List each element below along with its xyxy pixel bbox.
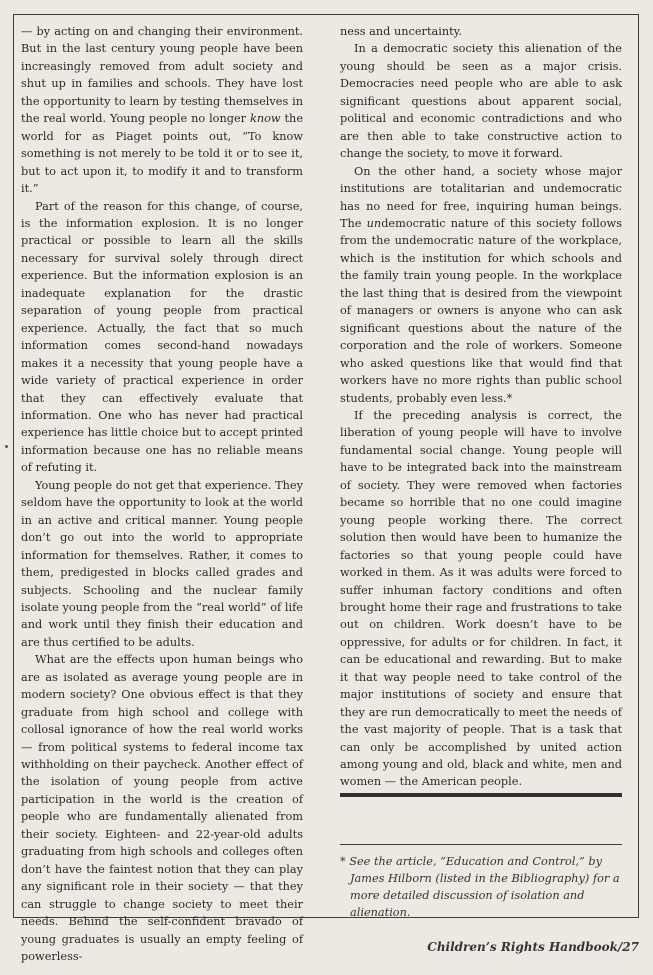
paragraph — [340, 23, 622, 40]
footnote — [340, 853, 622, 921]
paragraph-text: In a democratic society this alienation of the young should be seen as a major crisis. Democracies need people who are able to ask significant questions about apparent social, political and economic contradictions and who are then able to take constructive action to change the society, to move it forward. — [340, 42, 622, 161]
paragraph — [21, 477, 303, 652]
margin-speck — [5, 445, 8, 448]
page-footer: Children’s Rights Handbook/27 — [427, 940, 639, 954]
paragraph-text: — by acting on and changing their environment. But in the last century young people have been increasingly removed from adult society and shut up in families and schools. They have lost the opportunity to learn by testing themselves in the real world. Young people no longer — [21, 25, 303, 126]
section-end-rule — [340, 793, 622, 797]
emphasis-text: know — [250, 112, 281, 126]
paragraph-text: ness and uncertainty. — [340, 25, 463, 38]
paragraph — [21, 198, 303, 477]
paragraph-text: What are the effects upon human beings who are as isolated as average young people are in modern society? One obvious effect is that they graduate from high school and college with collosal ignorance of how the real world works — from political systems to federal income tax withholding on their paycheck. Another effect of the isolation of young people from active participation in the world is the creation of people who are fundamentally alienated from their society. Eighteen- and 22-year-old adults graduating from high schools and colleges often don’t have the faintest notion that they can play any significant role in their society — that they can struggle to change society to meet their needs. Behind the self-confident bravado of young graduates is usually an empty feeling of powerless- — [21, 653, 303, 964]
paragraph — [21, 651, 303, 965]
paragraph-text: On the other hand, a society whose major institutions are totalitarian and undemocratic has no need for free, inquiring human beings. The — [340, 164, 622, 230]
paragraph-text: democratic nature of this society follows from the undemocratic nature of the workplace, which is the institution for which schools and the family train young people. In the workplace the last thing that is desired from the viewpoint of managers or owners is anyone who can ask significant questions about the nature of the corporation and the role of workers. Someone who asked questions like that would find that workers have no more rights than public school students, probably even less.* — [340, 216, 622, 405]
paragraph — [340, 40, 622, 162]
paragraph-text: If the preceding analysis is correct, the liberation of young people will have to involve fundamental social change. Young people will have to be integrated back into the mainstream of society. They were removed when factories became so horrible that no one could imagine young people working there. The correct solution then would have been to humanize the factories so that young people could have worked in them. As it was adults were forced to suffer inhuman factory conditions and often brought home their rage and frustrations to take out on children. Work doesn’t have to be oppressive, for adults or for children. In fact, it can be educational and rewarding. But to make it that way people need to take control of the major institutions of society and ensure that they are run democratically to meet the needs of the vast majority of people. That is a task that can only be accomplished by united action among young and old, black and white, men and women — the American people. — [340, 408, 622, 789]
footnote-text: * See the article, “Education and Control,” by James Hilborn (listed in the Bibliography) for a more detailed discussion of isolation and alienation. — [340, 855, 620, 919]
left-column — [21, 23, 303, 965]
paragraph-text: Young people do not get that experience. They seldom have the opportunity to look at the world in an active and critical manner. Young people don’t go out into the world to appropriate information for themselves. Rather, it comes to them, predigested in blocks called grades and subjects. Schooling and the nuclear family isolate young people from the “real world” of life and work until they finish their education and are thus certified to be adults. — [21, 478, 303, 649]
right-column — [340, 23, 622, 791]
paragraph — [340, 163, 622, 407]
footnote-separator — [340, 844, 622, 845]
paragraph — [21, 23, 303, 198]
emphasis-text: un — [366, 216, 382, 230]
paragraph-text: Part of the reason for this change, of course, is the information explosion. It is no longer practical or possible to learn all the skills necessary for survival solely through direct experience. But the information explosion is an inadequate explanation for the drastic separation of young people from practical experience. Actually, the fact that so much information comes second-hand nowadays makes it a necessity that young people have a wide variety of practical experience in order that they can effectively evaluate that information. One who has never had practical experience has little choice but to accept printed information because one has no reliable means of refuting it. — [21, 199, 303, 475]
paragraph-text: the world for as Piaget points out, “To know something is not merely to be told it or to see it, but to act upon it, to modify it and to transform it.” — [21, 112, 304, 196]
paragraph — [340, 407, 622, 791]
